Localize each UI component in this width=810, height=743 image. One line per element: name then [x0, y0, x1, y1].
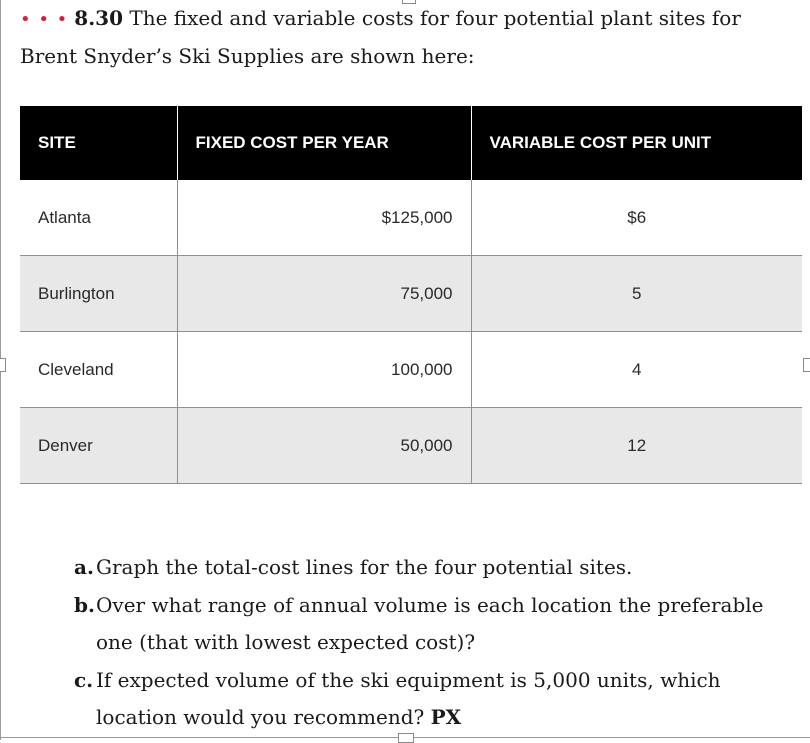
site-cell: Cleveland [20, 332, 177, 408]
question-list [74, 549, 784, 737]
fixed-cost-cell: 100,000 [177, 332, 471, 408]
table-row [20, 256, 802, 332]
question-label: b. [74, 592, 95, 617]
fixed-cost-cell: 75,000 [177, 256, 471, 332]
question-item [74, 662, 784, 737]
table-row [20, 408, 802, 484]
table-row [20, 180, 802, 256]
cost-table [20, 106, 802, 484]
question-label: c. [74, 667, 94, 692]
question-text: Graph the total-cost lines for the four potential sites. [96, 555, 633, 579]
problem-statement [20, 0, 790, 75]
question-item [74, 549, 784, 587]
variable-cost-cell: $6 [471, 180, 802, 256]
problem-text: The fixed and variable costs for four potential plant sites for Brent Snyder’s Ski Supplies are shown here: [20, 6, 741, 68]
header-variable-cost: VARIABLE COST PER UNIT [471, 106, 802, 180]
variable-cost-cell: 4 [471, 332, 802, 408]
resize-handle-right[interactable] [803, 358, 810, 372]
fixed-cost-cell: $125,000 [177, 180, 471, 256]
question-text: If expected volume of the ski equipment is 5,000 units, which location would you recommend? [96, 667, 721, 729]
fixed-cost-cell: 50,000 [177, 408, 471, 484]
question-text: Over what range of annual volume is each location the preferable one (that with lowest expected cost)? [96, 592, 764, 654]
table-header-row [20, 106, 802, 180]
variable-cost-cell: 5 [471, 256, 802, 332]
header-fixed-cost: FIXED COST PER YEAR [177, 106, 471, 180]
question-item [74, 587, 784, 662]
site-cell: Denver [20, 408, 177, 484]
question-label: a. [74, 555, 94, 579]
site-cell: Burlington [20, 256, 177, 332]
resize-handle-left[interactable] [0, 358, 6, 372]
difficulty-dots: • • • [20, 9, 69, 30]
problem-number: 8.30 [74, 6, 124, 30]
variable-cost-cell: 12 [471, 408, 802, 484]
site-cell: Atlanta [20, 180, 177, 256]
table-row [20, 332, 802, 408]
header-site: SITE [20, 106, 177, 180]
px-tag: PX [430, 705, 462, 729]
